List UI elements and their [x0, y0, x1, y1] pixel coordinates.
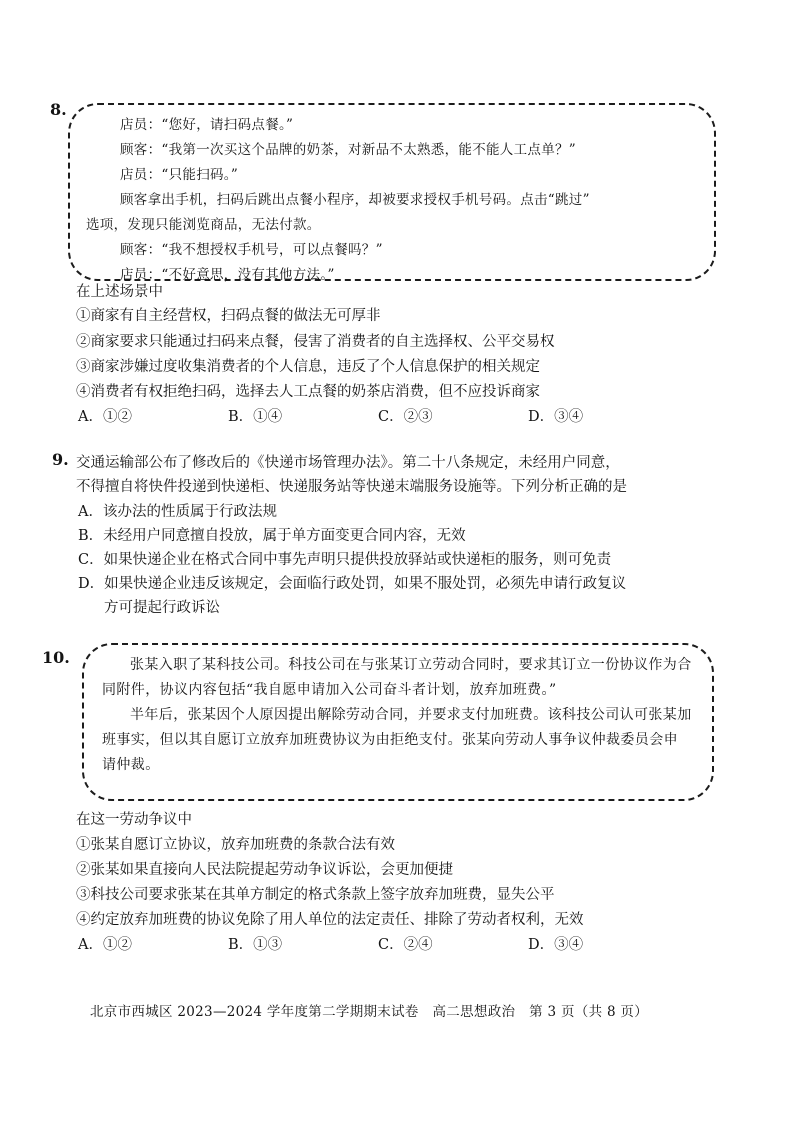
q8-dialogue-box	[68, 103, 716, 281]
q8-statement: ②商家要求只能通过扫码来点餐，侵害了消费者的自主选择权、公平交易权	[76, 334, 555, 350]
q8-statement: ④消费者有权拒绝扫码，选择去人工点餐的奶茶店消费，但不应投诉商家	[76, 384, 540, 400]
q10-number: 10.	[42, 648, 70, 667]
q10-material-para: 半年后，张某因个人原因提出解除劳动合同，并要求支付加班费。该科技公司认可张某加班事实，但以其自愿订立放弃加班费协议为由拒绝支付。张某向劳动人事争议仲裁委员会申请仲裁。	[102, 707, 692, 773]
q8-number: 8.	[50, 100, 67, 119]
q9-option-c[interactable]: C．如果快递企业在格式合同中事先声明只提供投放驿站或快递柜的服务，则可免责	[78, 552, 612, 568]
q8-option-b[interactable]: B．①④	[228, 409, 283, 425]
dialogue-line: 选项，发现只能浏览商品，无法付款。	[86, 217, 321, 233]
q9-option-b[interactable]: B．未经用户同意擅自投放，属于单方面变更合同内容，无效	[78, 528, 466, 544]
q10-option-b[interactable]: B．①③	[228, 937, 283, 953]
q9-option-d[interactable]: D．如果快递企业违反该规定，会面临行政处罚，如果不服处罚，必须先申请行政复议	[78, 576, 627, 592]
q10-statement: ②张某如果直接向人民法院提起劳动争议诉讼，会更加便捷	[76, 862, 453, 878]
dialogue-line: 顾客拿出手机，扫码后跳出点餐小程序，却被要求授权手机号码。点击“跳过”	[120, 192, 590, 208]
q8-dialogue	[86, 113, 696, 288]
dialogue-line: 顾客：“我第一次买这个品牌的奶茶，对新品不太熟悉，能不能人工点单？”	[120, 142, 577, 158]
page-footer: 北京市西城区 2023—2024 学年度第二学期期末试卷 高二思想政治 第 3 页（共 8 页）	[90, 1004, 649, 1020]
q10-option-d[interactable]: D．③④	[528, 937, 584, 953]
q8-statement: ③商家涉嫌过度收集消费者的个人信息，违反了个人信息保护的相关规定	[76, 359, 540, 375]
q10-statement: ④约定放弃加班费的协议免除了用人单位的法定责任、排除了劳动者权利，无效	[76, 912, 584, 928]
q10-option-a[interactable]: A．①②	[78, 937, 132, 953]
q10-option-c[interactable]: C．②④	[378, 937, 433, 953]
q9-option-a[interactable]: A．该办法的性质属于行政法规	[78, 504, 277, 520]
q8-option-a[interactable]: A．①②	[78, 409, 132, 425]
dialogue-line: 店员：“只能扫码。”	[120, 167, 239, 183]
q10-material-box	[82, 643, 714, 801]
q10-options	[78, 933, 678, 954]
q8-option-d[interactable]: D．③④	[528, 409, 584, 425]
q8-stem: 在上述场景中	[76, 284, 163, 300]
q10-material-para: 张某入职了某科技公司。科技公司在与张某订立劳动合同时，要求其订立一份协议作为合同附件，协议内容包括“我自愿申请加入公司奋斗者计划，放弃加班费。”	[102, 657, 692, 698]
q10-stem: 在这一劳动争议中	[76, 812, 192, 828]
dialogue-line: 店员：“不好意思，没有其他方法。”	[120, 267, 335, 283]
q9-option-d-cont: 方可提起行政诉讼	[104, 600, 220, 616]
q10-statement: ①张某自愿订立协议，放弃加班费的条款合法有效	[76, 837, 395, 853]
q8-option-c[interactable]: C．②③	[378, 409, 433, 425]
q9-number: 9.	[52, 450, 69, 469]
q8-options	[78, 405, 678, 426]
q9-stem-line1: 交通运输部公布了修改后的《快递市场管理办法》。第二十八条规定，未经用户同意，	[76, 455, 620, 471]
q8-statement: ①商家有自主经营权，扫码点餐的做法无可厚非	[76, 308, 381, 324]
q9-stem-line2: 不得擅自将快件投递到快递柜、快递服务站等快递末端服务设施等。下列分析正确的是	[76, 479, 627, 495]
q10-statement: ③科技公司要求张某在其单方制定的格式条款上签字放弃加班费，显失公平	[76, 887, 555, 903]
dialogue-line: 顾客：“我不想授权手机号，可以点餐吗？”	[120, 242, 383, 258]
dialogue-line: 店员：“您好，请扫码点餐。”	[120, 117, 294, 133]
